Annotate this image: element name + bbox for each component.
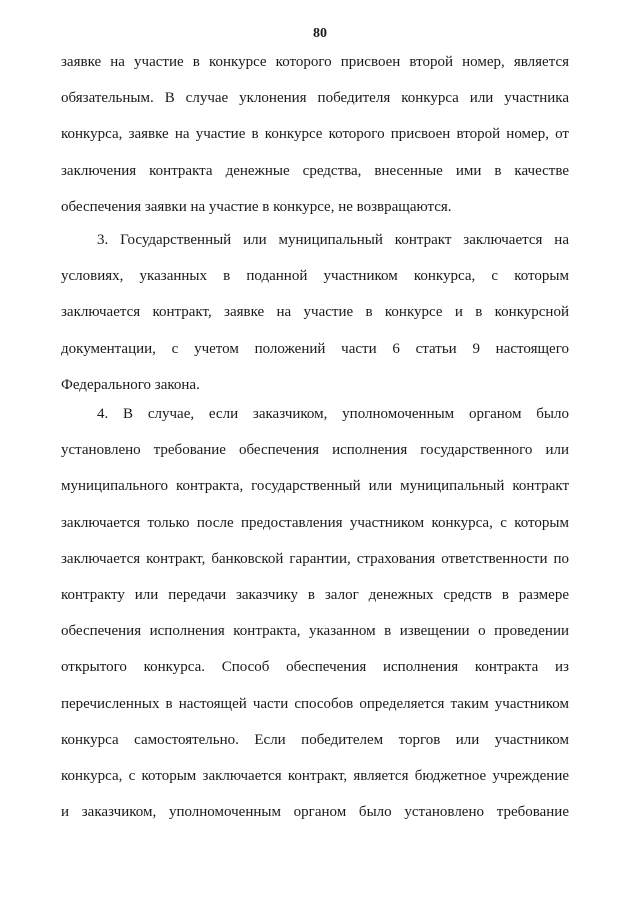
text-line: и заказчиком, уполномоченным органом было установлено требование: [61, 804, 569, 821]
text-line: документации, с учетом положений части 6 статьи 9 настоящего: [61, 340, 569, 357]
text-line: муниципального контракта, государственный или муниципальный контракт: [61, 478, 569, 495]
text-line: 3. Государственный или муниципальный контракт заключается на: [97, 232, 569, 248]
text-line: заключается контракт, банковской гарантии, страхования ответственности по: [61, 550, 569, 567]
paragraph-item-4: [61, 404, 569, 838]
text-line: перечисленных в настоящей части способов определяется таким участником: [61, 695, 569, 712]
text-line: заключается контракт, заявке на участие в конкурсе и в конкурсной: [61, 304, 569, 321]
text-line: обеспечения заявки на участие в конкурсе, не возвращаются.: [61, 198, 452, 215]
text-line: конкурса самостоятельно. Если победителем торгов или участником: [61, 731, 569, 748]
text-line: открытого конкурса. Способ обеспечения исполнения контракта из: [61, 659, 569, 676]
text-line: заявке на участие в конкурсе которого присвоен второй номер, является: [61, 54, 569, 70]
text-line: обеспечения исполнения контракта, указанном в извещении о проведении: [61, 623, 569, 640]
text-line: контракту или передачи заказчику в залог денежных средств в размере: [61, 586, 569, 603]
text-line: конкурса, с которым заключается контракт, является бюджетное учреждение: [61, 767, 569, 784]
text-line: условиях, указанных в поданной участником конкурса, с которым: [61, 268, 569, 285]
text-line: конкурса, заявке на участие в конкурсе которого присвоен второй номер, от: [61, 126, 569, 143]
text-line: заключается только после предоставления участником конкурса, с которым: [61, 514, 569, 531]
text-line: обязательным. В случае уклонения победителя конкурса или участника: [61, 90, 569, 107]
text-line: заключения контракта денежные средства, внесенные ими в качестве: [61, 162, 569, 179]
text-line: 4. В случае, если заказчиком, уполномоченным органом было: [97, 406, 569, 422]
text-line: установлено требование обеспечения исполнения государственного или: [61, 442, 569, 459]
page-number: 80: [313, 26, 327, 41]
text-line: Федерального закона.: [61, 376, 200, 393]
paragraph-continuation: [61, 52, 569, 233]
paragraph-item-3: [61, 230, 569, 411]
